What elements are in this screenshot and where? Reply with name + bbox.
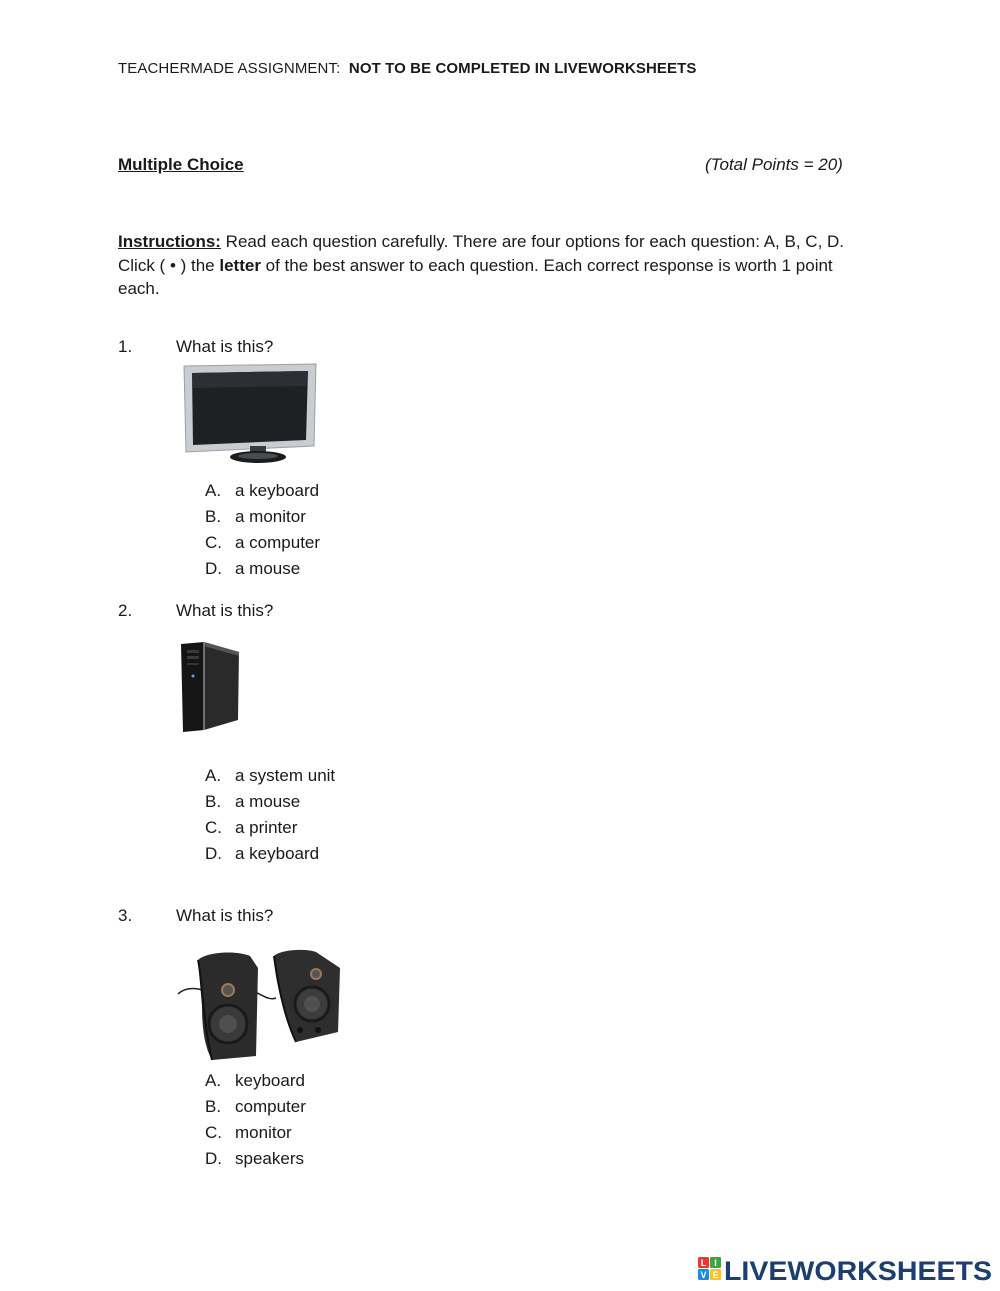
instructions-lead: Instructions:	[118, 232, 221, 251]
q3-option-b[interactable]	[205, 1097, 306, 1117]
logo-tile-letter: I	[714, 1258, 717, 1268]
q3-option-b-letter: B.	[205, 1097, 222, 1116]
q1-option-d-letter: D.	[205, 559, 222, 578]
q2-option-a-text: a system unit	[235, 766, 336, 785]
logo-tile-letter: V	[700, 1270, 707, 1280]
instructions-part1: Read each question carefully. There are four options for each question: A, B, C, D. Click ( • ) the	[118, 232, 845, 275]
q1-option-a-letter: A.	[205, 481, 222, 500]
speakers-image	[176, 946, 344, 1062]
instructions	[118, 230, 878, 301]
header-emphasis: NOT TO BE COMPLETED IN LIVEWORKSHEETS	[348, 60, 697, 77]
q1-option-b-text: a monitor	[235, 507, 306, 526]
q1-option-b[interactable]	[205, 507, 306, 527]
q3-option-c[interactable]	[205, 1123, 292, 1143]
question-3-number: 3.	[118, 906, 133, 925]
q2-option-b-letter: B.	[205, 792, 222, 811]
q2-option-c[interactable]	[205, 818, 297, 838]
logo-tiles-icon	[698, 1257, 721, 1280]
q1-option-c[interactable]	[205, 533, 320, 553]
q1-option-a[interactable]	[205, 481, 319, 501]
question-2-number: 2.	[118, 601, 133, 620]
q3-option-d[interactable]	[205, 1149, 304, 1169]
q3-option-b-text: computer	[235, 1097, 306, 1116]
instructions-part2: of the best answer to each question. Each correct response is worth 1 point each.	[118, 255, 833, 298]
q2-option-d-text: a keyboard	[235, 844, 320, 863]
q3-option-c-letter: C.	[205, 1123, 222, 1142]
question-1-text: What is this?	[176, 337, 274, 356]
section-title: Multiple Choice	[118, 155, 244, 174]
header-prefix: TEACHERMADE ASSIGNMENT:	[118, 60, 341, 77]
q2-option-b-text: a mouse	[235, 792, 301, 811]
monitor-image	[180, 362, 318, 466]
assignment-header	[118, 60, 697, 77]
q2-option-d-letter: D.	[205, 844, 222, 863]
q3-option-d-text: speakers	[235, 1149, 304, 1168]
q1-option-d[interactable]	[205, 559, 300, 579]
q3-option-a-letter: A.	[205, 1071, 222, 1090]
q1-option-c-text: a computer	[235, 533, 321, 552]
q3-option-a[interactable]	[205, 1071, 305, 1091]
q2-option-b[interactable]	[205, 792, 300, 812]
q2-option-d[interactable]	[205, 844, 319, 864]
logo-tile-letter: E	[712, 1270, 719, 1280]
logo-wordmark: LIVEWORKSHEETS	[724, 1256, 992, 1285]
q2-option-c-letter: C.	[205, 818, 222, 837]
logo-tile-letter: L	[700, 1258, 707, 1268]
q2-option-c-text: a printer	[235, 818, 298, 837]
instructions-bold-word: letter	[219, 255, 261, 275]
q1-option-b-letter: B.	[205, 507, 222, 526]
question-2-text: What is this?	[176, 601, 274, 620]
q3-option-c-text: monitor	[235, 1123, 292, 1142]
question-3-text: What is this?	[176, 906, 274, 925]
q2-option-a[interactable]	[205, 766, 335, 786]
q3-option-a-text: keyboard	[235, 1071, 305, 1090]
q1-option-c-letter: C.	[205, 533, 222, 552]
question-1-number: 1.	[118, 337, 133, 356]
q2-option-a-letter: A.	[205, 766, 222, 785]
system-unit-image	[178, 640, 242, 734]
q1-option-a-text: a keyboard	[235, 481, 320, 500]
total-points: (Total Points = 20)	[705, 155, 843, 174]
q1-option-d-text: a mouse	[235, 559, 301, 578]
q3-option-d-letter: D.	[205, 1149, 222, 1168]
liveworksheets-logo	[698, 1255, 994, 1285]
